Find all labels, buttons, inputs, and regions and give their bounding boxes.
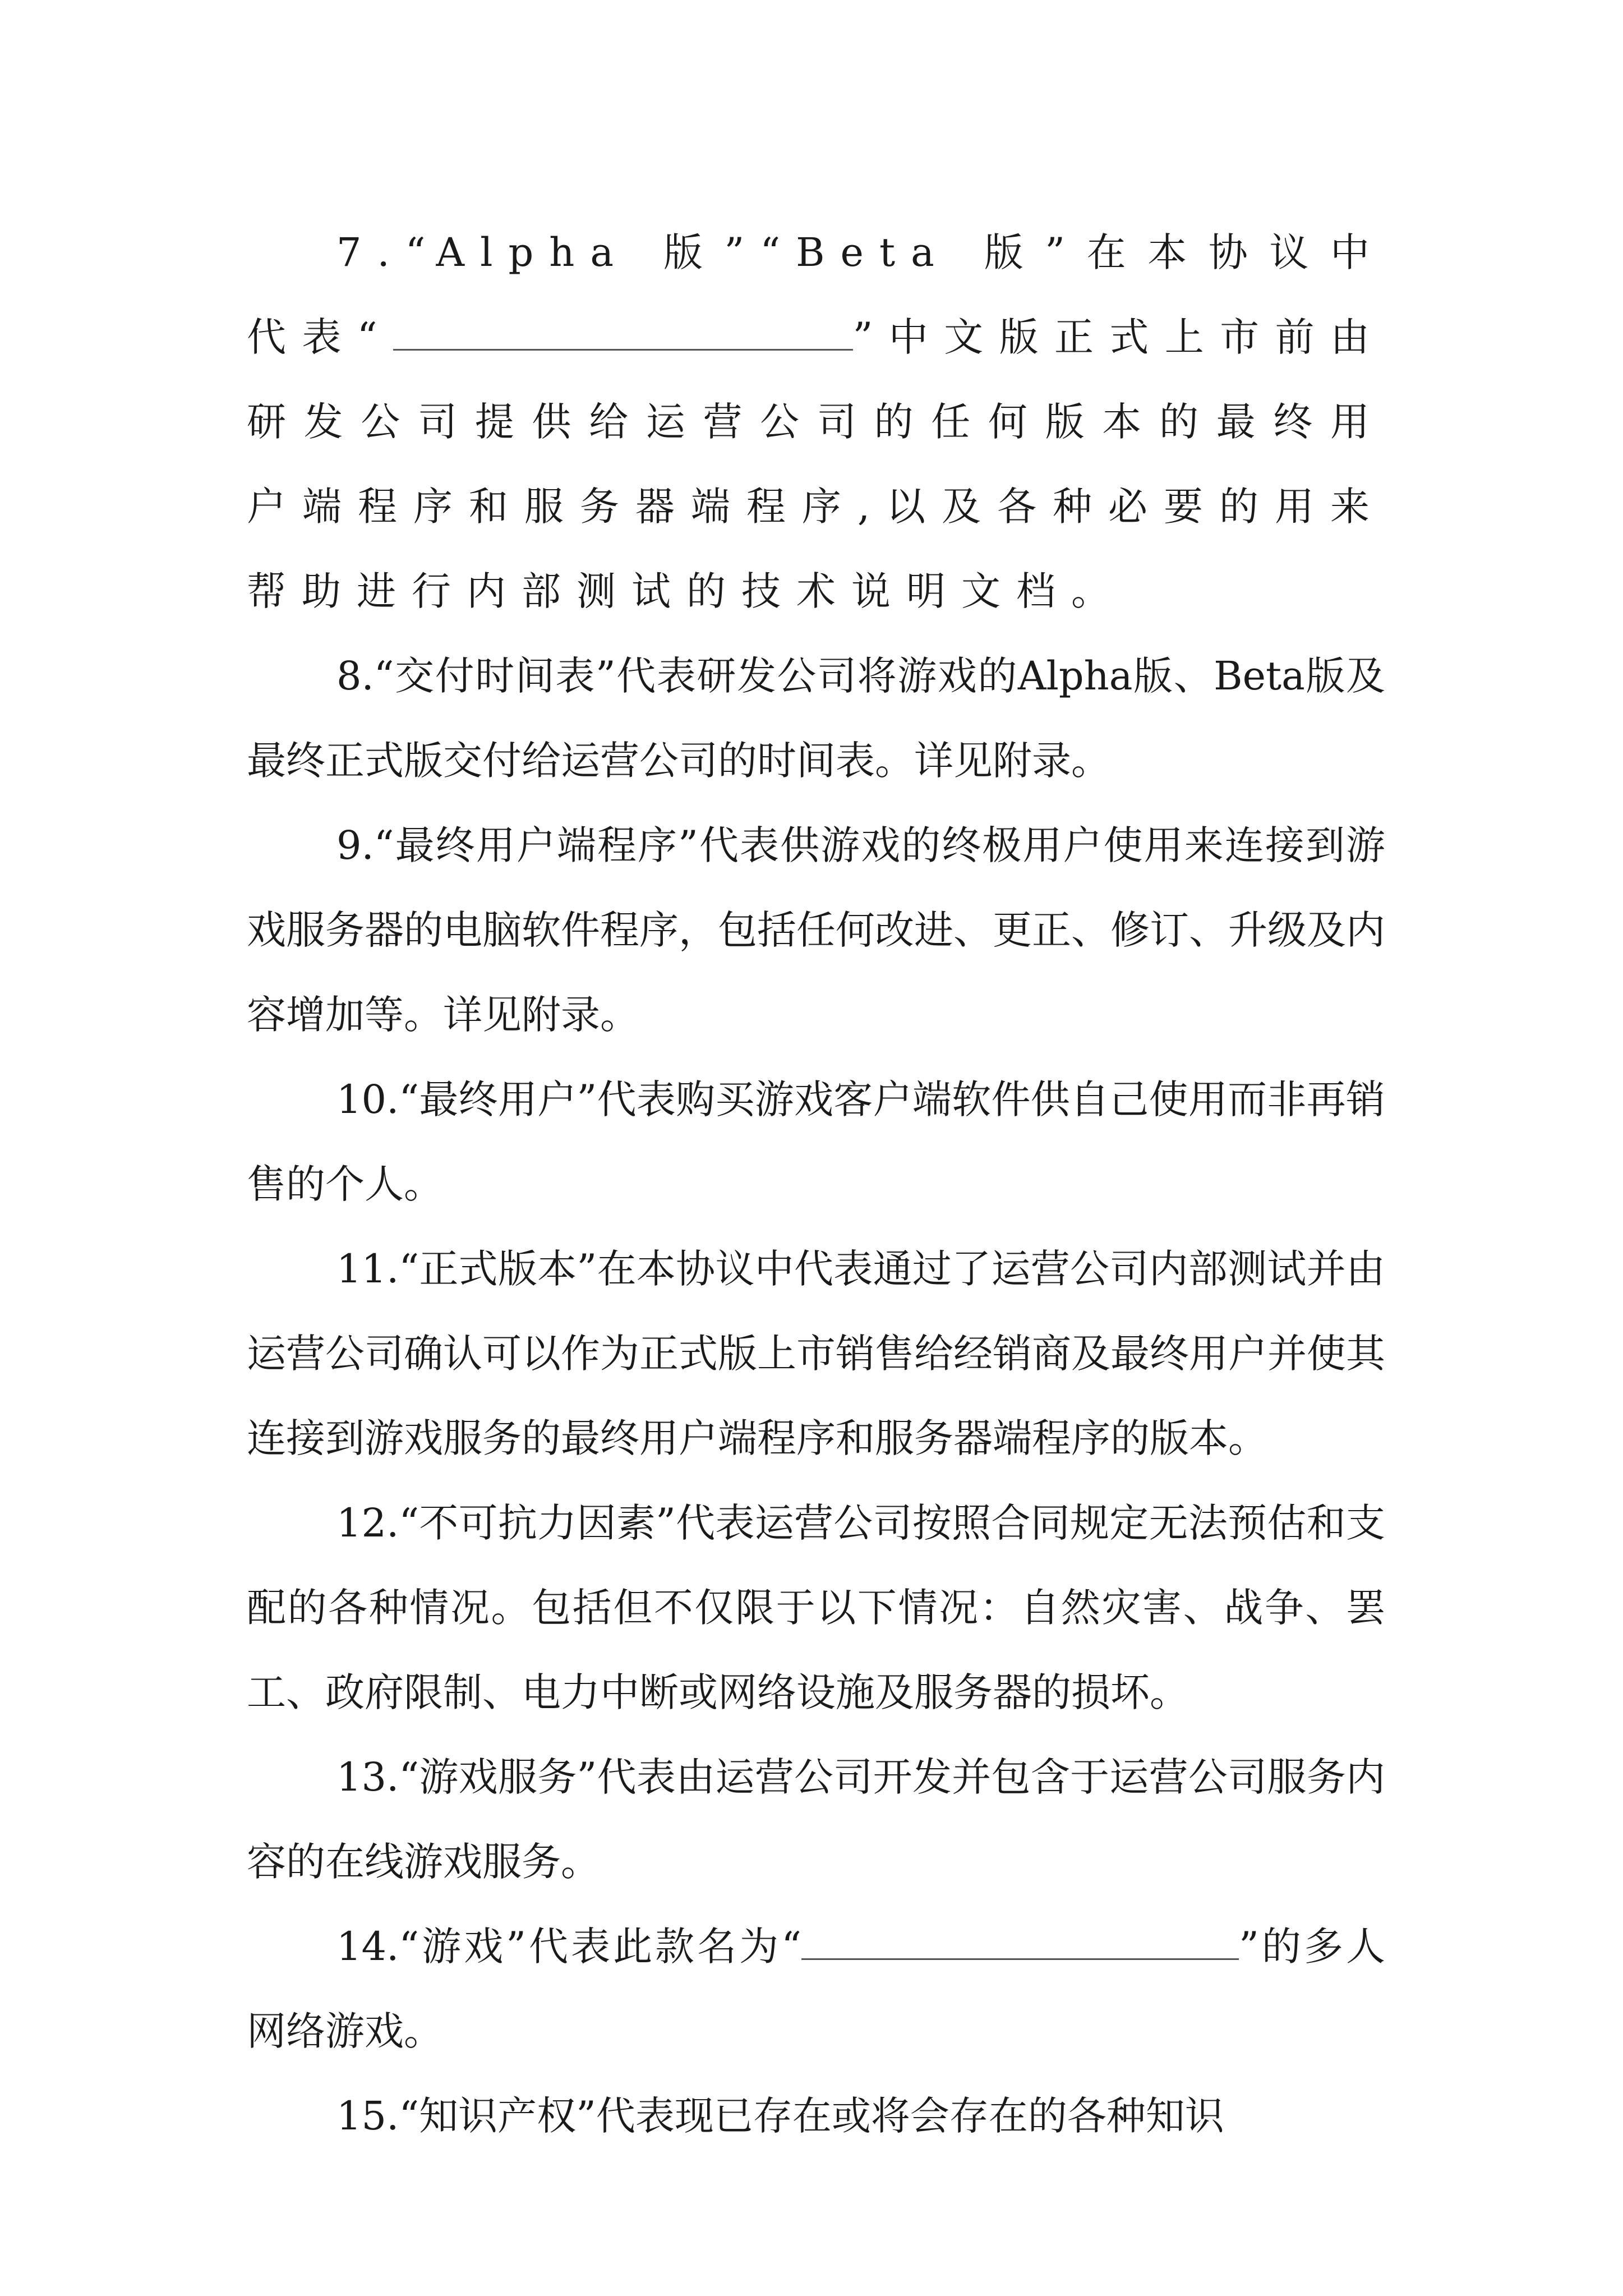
definition-text-part-1: “Alpha 版”“Beta 版”在本协议中代表“ <box>247 229 1385 360</box>
definition-15 <box>247 2074 1385 2159</box>
definition-number: 11. <box>336 1246 399 1292</box>
definition-text: “知识产权”代表现已存在或将会存在的各种知识 <box>399 2093 1224 2139</box>
definition-number: 12. <box>336 1500 399 1546</box>
definition-number: 13. <box>336 1754 399 1800</box>
definition-number: 14. <box>336 1924 399 1970</box>
definition-number: 7. <box>336 229 405 275</box>
blank-line <box>801 1926 1239 1960</box>
definition-9 <box>247 803 1385 1057</box>
definition-11 <box>247 1227 1385 1481</box>
definition-number: 15. <box>336 2093 399 2139</box>
definition-number: 10. <box>336 1076 399 1122</box>
definition-text: “游戏服务”代表由运营公司开发并包含于运营公司服务内容的在线游戏服务。 <box>247 1754 1385 1885</box>
definition-text: “最终用户端程序”代表供游戏的终极用户使用来连接到游戏服务器的电脑软件程序，包括任何改进、更正、修订、升级及内容增加等。详见附录。 <box>247 822 1385 1038</box>
definition-12 <box>247 1481 1385 1735</box>
definition-text: “正式版本”在本协议中代表通过了运营公司内部测试并由运营公司确认可以作为正式版上市销售给经销商及最终用户并使其连接到游戏服务的最终用户端程序和服务器端程序的版本。 <box>247 1246 1385 1461</box>
definitions-body <box>247 210 1385 2159</box>
definition-number: 8. <box>336 653 374 699</box>
definition-14 <box>247 1904 1385 2074</box>
definition-text-part-1: “游戏”代表此款名为“ <box>399 1924 802 1970</box>
blank-line <box>393 316 853 351</box>
definition-text: “最终用户”代表购买游戏客户端软件供自己使用而非再销售的个人。 <box>247 1076 1385 1207</box>
definition-13 <box>247 1735 1385 1904</box>
definition-text-part-2: ”中文版正式上市前由研发公司提供给运营公司的任何版本的最终用户端程序和服务器端程序,以及各种必要的用来帮助进行内部测试的技术说明文档。 <box>247 314 1385 614</box>
definition-7 <box>247 210 1385 634</box>
definition-8 <box>247 634 1385 803</box>
definition-10 <box>247 1057 1385 1227</box>
definition-text: “交付时间表”代表研发公司将游戏的Alpha版、Beta版及最终正式版交付给运营公司的时间表。详见附录。 <box>247 653 1385 784</box>
definition-number: 9. <box>336 822 374 868</box>
definition-text-part-2: ”的多人网络游戏。 <box>247 1924 1385 2054</box>
definition-text: “不可抗力因素”代表运营公司按照合同规定无法预估和支配的各种情况。包括但不仅限于以下情况：自然灾害、战争、罢工、政府限制、电力中断或网络设施及服务器的损坏。 <box>247 1500 1385 1715</box>
